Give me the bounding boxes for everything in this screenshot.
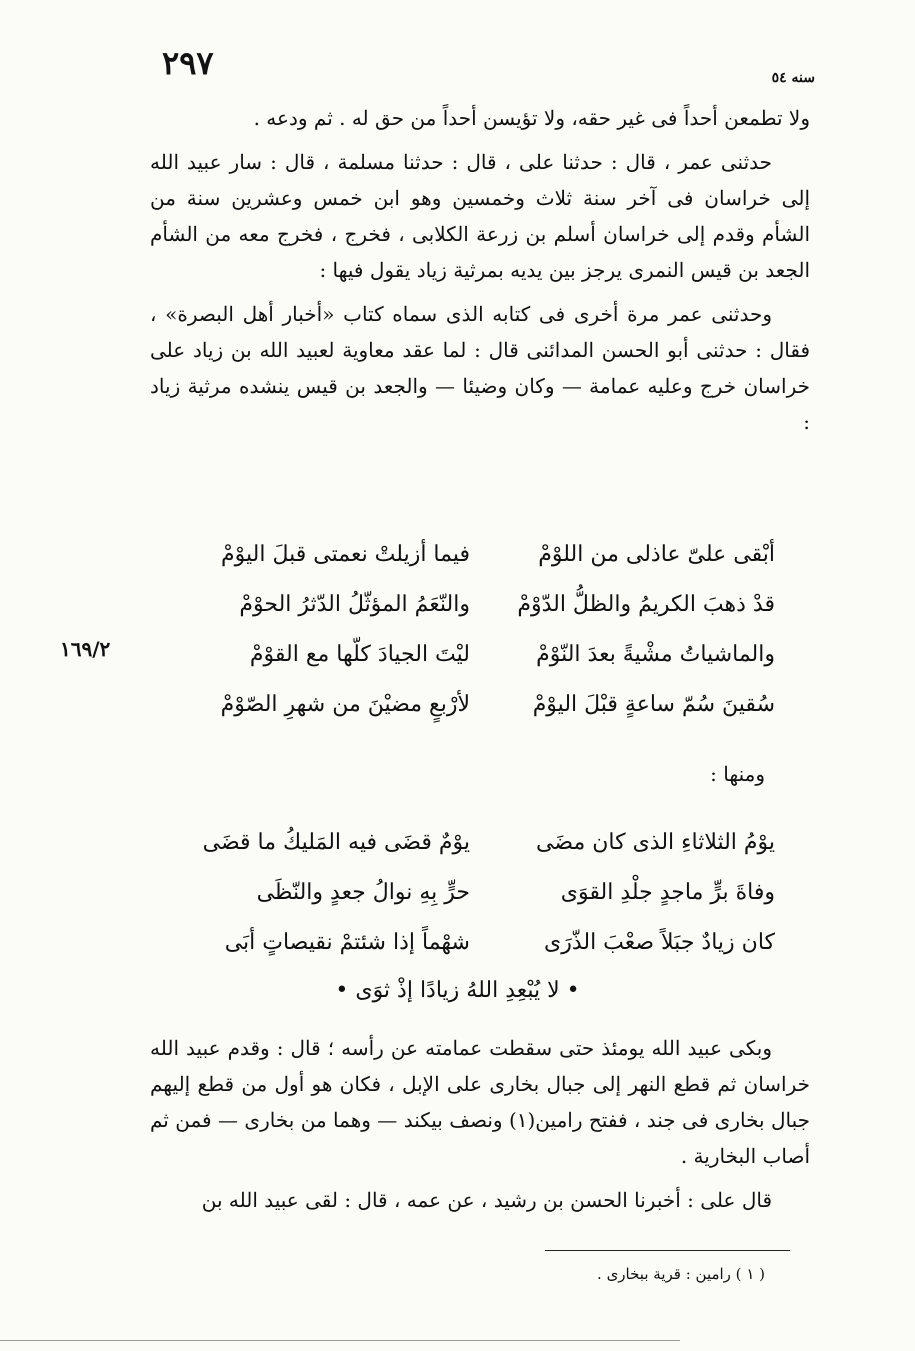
margin-reference: ١٦٩/٢ <box>60 637 111 661</box>
verse-line <box>0 680 915 730</box>
verse-line <box>0 918 915 968</box>
page-edge-line <box>0 1340 680 1341</box>
year-header: سنه ٥٤ <box>771 70 815 86</box>
hemistich-left: شهْماً إذا شئتمْ نقيصاتٍ أبَى <box>224 930 470 955</box>
verse-line <box>0 530 915 580</box>
center-verse: • لا يُبْعِدِ اللهُ زيادًا إذْ ثوَى • <box>335 978 580 1003</box>
poem-block-2 <box>0 818 915 968</box>
verse-line <box>0 580 915 630</box>
footnote-divider <box>545 1250 790 1251</box>
paragraph-5: قال على : أخبرنا الحسن بن رشيد ، عن عمه ، قال : لقى عبيد الله بن <box>201 1188 772 1212</box>
hemistich-left: فيما أزيلتْ نعمتى قبلَ اليوْمْ <box>221 542 470 567</box>
hemistich-left: لأرْبعٍ مضيْنَ من شهرِ الصّوْمْ <box>220 692 470 717</box>
hemistich-right: أبْقى علىّ عاذلى من اللوْمْ <box>538 542 775 567</box>
hemistich-left: حرٍّ بِهِ نوالُ جعدٍ والنّظَى <box>256 880 470 905</box>
hemistich-left: يوْمٌ قضَى فيه المَليكُ ما قضَى <box>202 830 470 855</box>
hemistich-right: وفاةَ برٍّ ماجدٍ جلْدِ القوَى <box>560 880 775 905</box>
minha-label: ومنها : <box>710 762 765 786</box>
hemistich-left: والنّعَمُ المؤثّلُ الدّثرُ الحوْمْ <box>239 592 470 617</box>
verse-line <box>0 630 915 680</box>
paragraph-3: وحدثنى عمر مرة أخرى فى كتابه الذى سماه كتاب «أخبار أهل البصرة» ، فقال : حدثنى أبو الحسن المدائنى قال : لما عقد معاوية لعبيد الله بن زياد على خراسان خرج وعليه عمامة — وكان وضيئا — والجعد بن قيس ينشده مرثية زياد : <box>150 302 810 434</box>
main-text-bottom <box>150 1030 810 1226</box>
footnote: ( ١ ) رامين : قرية ببخارى . <box>597 1265 765 1283</box>
hemistich-right: سُقينَ سُمّ ساعةٍ قبْلَ اليوْمْ <box>532 692 775 717</box>
page-number: ٢٩٧ <box>162 44 214 82</box>
hemistich-right: يوْمُ الثلاثاءِ الذى كان مضَى <box>536 830 775 855</box>
hemistich-right: والماشياتُ مشْيةً بعدَ النّوْمْ <box>536 642 775 667</box>
paragraph-1: ولا تطمعن أحداً فى غير حقه، ولا تؤيسن أحداً من حق له . ثم ودعه . <box>253 106 810 130</box>
verse-line <box>0 818 915 868</box>
paragraph-2: حدثنى عمر ، قال : حدثنا على ، قال : حدثنا مسلمة ، قال : سار عبيد الله إلى خراسان فى آخر سنة ثلاث وخمسين وهو ابن خمس وعشرين سنة من الشأم وقدم إلى خراسان أسلم بن زرعة الكلابى ، فخرج ، فخرج معه من الشأم الجعد بن قيس النمرى يرجز بين يديه بمرثية زياد يقول فيها : <box>150 150 810 282</box>
poem-block-1 <box>0 530 915 730</box>
hemistich-left: ليْتَ الجيادَ كلّها مع القوْمْ <box>249 642 470 667</box>
hemistich-right: قدْ ذهبَ الكريمُ والظلُّ الدّوْمْ <box>517 592 775 617</box>
verse-line <box>0 868 915 918</box>
hemistich-right: كان زيادٌ جبَلاً صعْبَ الذّرَى <box>543 930 775 955</box>
main-text-top <box>150 100 810 448</box>
paragraph-4: وبكى عبيد الله يومئذ حتى سقطت عمامته عن رأسه ؛ قال : وقدم عبيد الله خراسان ثم قطع النهر إلى جبال بخارى على الإبل ، فكان هو أول من قطع إليهم جبال بخارى فى جند ، ففتح رامين(١) ونصف بيكند — وهما من بخارى — فمن ثم أصاب البخارية . <box>150 1036 810 1168</box>
